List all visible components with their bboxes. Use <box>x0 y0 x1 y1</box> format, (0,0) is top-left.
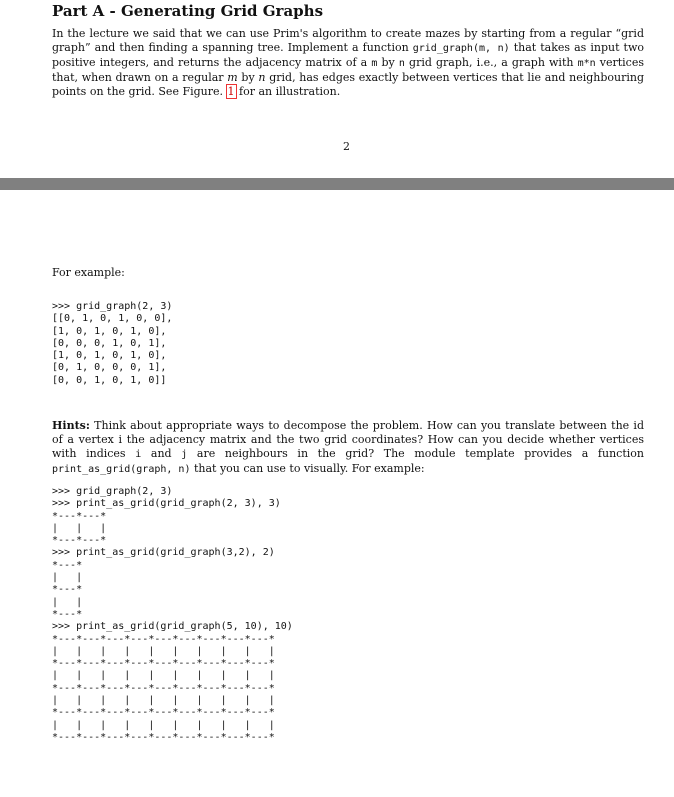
page-number: 2 <box>343 140 350 153</box>
example-code-block: >>> grid_graph(2, 3) [[0, 1, 0, 1, 0, 0], [1, 0, 1, 0, 1, 0], [0, 0, 0, 1, 0, 1], [1, 0, 1, 0, 1, 0], [0, 1, 0, 0, 0, 1], [0, 0, 1, 0, 1, 0]] <box>52 301 173 386</box>
figure-reference-link[interactable]: 1 <box>227 85 235 98</box>
section-title: Part A - Generating Grid Graphs <box>52 2 324 20</box>
function-signature: grid_graph(m, n) <box>412 43 510 54</box>
grid-print-code-block: >>> grid_graph(2, 3) >>> print_as_grid(grid_graph(2, 3), 3) *---*---* | | | *---*---* >>> print_as_grid(grid_graph(3,2), 2) *---* | | *---* | | *---* >>> print_as_grid(grid_graph(5, 10), 10) *---*---*---*---*---*---*---*---*---* | | | | | | | | | | *---*---*---*---*---*---*---*---*---* | | | | | | | | | | *---*---*---*---*---*---*---*---*---* | | | | | | | | | | *---*---*---*---*---*---*---*---*---* | | | | | | | | | | *---*---*---*---*---*---*---*---*---* <box>52 486 293 743</box>
page-bottom <box>0 190 674 797</box>
page-break-divider <box>0 178 674 190</box>
hints-label: Hints: <box>52 419 90 432</box>
page-top <box>0 0 674 178</box>
intro-paragraph: In the lecture we said that we can use Prim's algorithm to create mazes by starting from a regular “grid graph” and then finding a spanning tree. Implement a function grid_graph(m, n) that takes as input two positive integers, and returns the adjacency matrix of a m by n grid graph, i.e., a graph with m*n vertices that, when drawn on a regular m by n grid, has edges exactly between vertices that lie and neighbouring points on the grid. See Figure. 1 for an illustration. <box>52 27 645 98</box>
helper-function-name: print_as_grid(graph, n) <box>52 464 191 475</box>
example-label: For example: <box>52 266 125 279</box>
hints-paragraph: Hints: Think about appropriate ways to decompose the problem. How can you translate between the id of a vertex i the adjacency matrix and the two grid coordinates? How can you decide whether vertices with indices i and j are neighbours in the grid? The module template provides a function print_as_grid(graph, n) that you can use to visually. For example: <box>52 419 644 475</box>
